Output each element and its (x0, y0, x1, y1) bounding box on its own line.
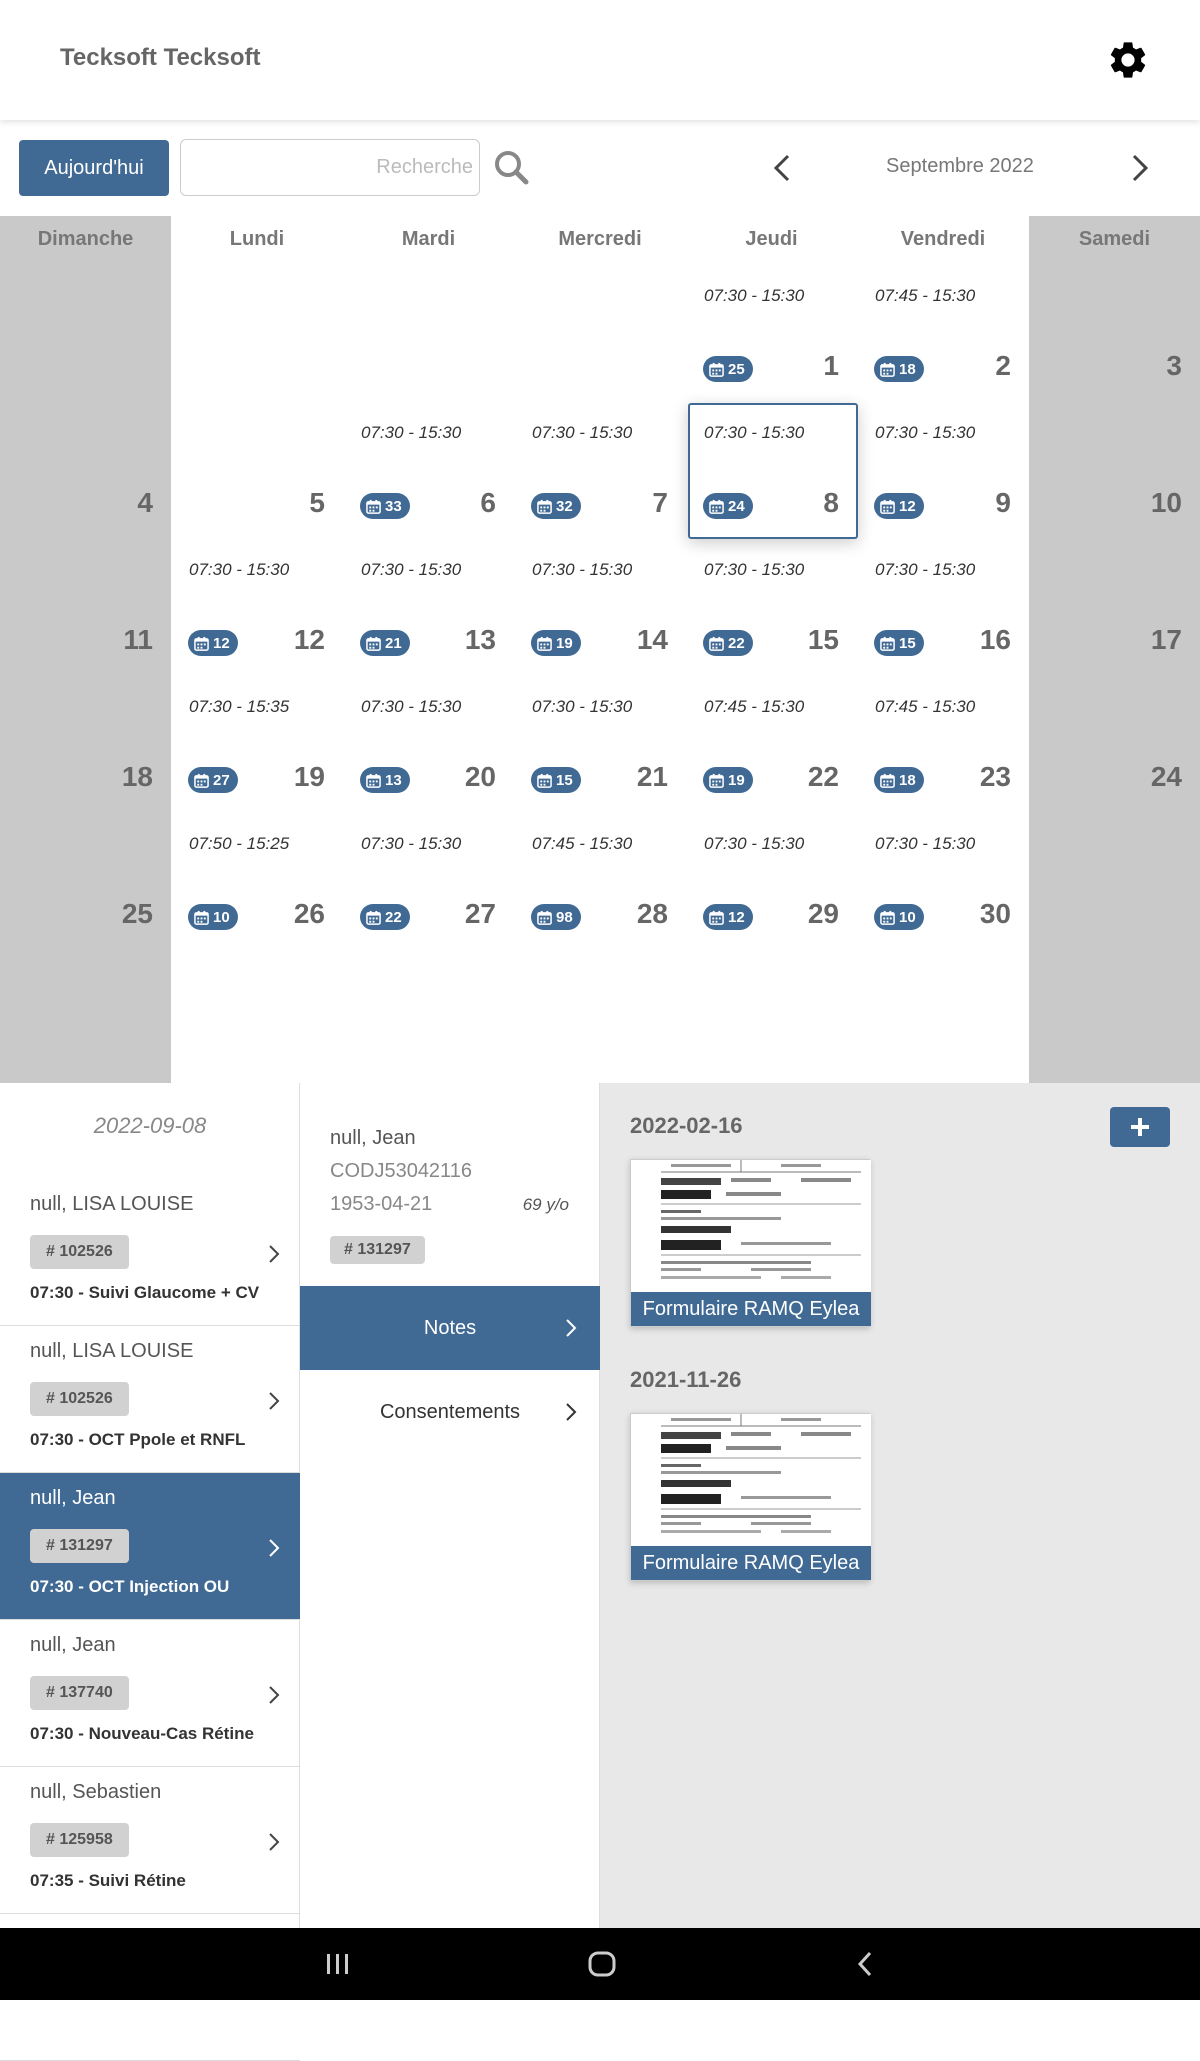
appointment-count-badge[interactable] (531, 493, 581, 519)
appointment-count-badge[interactable] (874, 767, 924, 793)
add-document-button[interactable] (1110, 1107, 1170, 1147)
appointment-count-badge[interactable] (703, 904, 753, 930)
day-number: 25 (121, 898, 153, 929)
patient-list-item[interactable] (0, 1620, 300, 1767)
app-title: Tecksoft Tecksoft (60, 44, 261, 71)
day-hours: 07:30 - 15:30 (875, 423, 976, 442)
patient-name: null, Jean (30, 1634, 116, 1656)
chevron-right-icon (268, 1538, 280, 1558)
day-hours: 07:30 - 15:30 (361, 697, 462, 716)
patient-list-item[interactable] (0, 1767, 300, 1914)
calendar-day-cell[interactable] (343, 691, 514, 827)
patient-dob: 1953-04-21 (330, 1193, 433, 1215)
month-calendar (0, 216, 1200, 1083)
calendar-day-cell (1029, 554, 1200, 690)
day-hours: 07:30 - 15:30 (361, 834, 462, 853)
calendar-day-cell[interactable] (686, 828, 857, 964)
gear-icon[interactable] (1106, 38, 1150, 82)
day-hours: 07:30 - 15:30 (704, 423, 805, 442)
calendar-day-cell[interactable] (343, 554, 514, 690)
appointment-count-badge[interactable] (703, 767, 753, 793)
calendar-icon (709, 499, 724, 514)
calendar-day-cell[interactable] (514, 554, 686, 690)
day-number: 16 (979, 624, 1011, 655)
day-number: 7 (652, 487, 668, 518)
appointment-count-badge[interactable] (703, 356, 753, 382)
appointment-count: 15 (556, 771, 573, 789)
calendar-day-cell[interactable] (857, 554, 1029, 690)
calendar-day-cell[interactable] (857, 828, 1029, 964)
calendar-icon (194, 773, 209, 788)
appointment-count: 12 (899, 497, 916, 515)
system-navbar (0, 1928, 1200, 2000)
calendar-icon (537, 499, 552, 514)
calendar-icon (537, 910, 552, 925)
day-number: 10 (1150, 487, 1182, 518)
calendar-icon (194, 636, 209, 651)
detail-nav-notes[interactable] (300, 1286, 600, 1370)
appointment-count-badge[interactable] (703, 493, 753, 519)
appointment-count: 33 (385, 497, 402, 515)
patient-list (0, 1083, 300, 1928)
calendar-icon (709, 362, 724, 377)
calendar-day-cell (1029, 280, 1200, 416)
calendar-day-cell[interactable] (171, 691, 343, 827)
appointment-label: 07:35 - Suivi Rétine (30, 1871, 186, 1890)
calendar-icon (880, 499, 895, 514)
day-number: 4 (137, 487, 153, 518)
appointment-count-badge[interactable] (703, 630, 753, 656)
day-number: 20 (464, 761, 496, 792)
calendar-day-cell[interactable] (686, 554, 857, 690)
appointment-count: 18 (899, 771, 916, 789)
weekday-header: Dimanche (37, 228, 134, 250)
calendar-icon (537, 773, 552, 788)
weekday-header: Mercredi (558, 228, 642, 250)
day-hours: 07:45 - 15:30 (875, 697, 976, 716)
plus-icon (1130, 1117, 1150, 1137)
calendar-icon (709, 636, 724, 651)
weekday-header: Vendredi (900, 228, 986, 250)
day-number: 12 (293, 624, 325, 655)
weekday-header: Jeudi (745, 228, 798, 250)
day-number: 5 (309, 487, 325, 518)
patient-code: CODJ53042116 (330, 1160, 472, 1182)
calendar-icon (366, 773, 381, 788)
calendar-day-cell (514, 280, 686, 416)
day-number: 9 (995, 487, 1011, 518)
day-number: 1 (823, 350, 839, 381)
chevron-right-icon (565, 1318, 577, 1338)
day-hours: 07:45 - 15:30 (875, 286, 976, 305)
day-number: 3 (1166, 350, 1182, 381)
day-hours: 07:30 - 15:30 (875, 834, 976, 853)
day-number: 6 (480, 487, 496, 518)
day-number: 13 (464, 624, 496, 655)
weekday-header: Lundi (229, 228, 285, 250)
calendar-icon (880, 910, 895, 925)
day-hours: 07:45 - 15:30 (704, 697, 805, 716)
calendar-day-cell (343, 280, 514, 416)
calendar-icon (366, 910, 381, 925)
day-number: 19 (293, 761, 325, 792)
calendar-day-cell (0, 280, 171, 416)
month-label: Septembre 2022 (886, 155, 1034, 177)
appointment-count-badge[interactable] (360, 630, 410, 656)
chevron-right-icon (565, 1402, 577, 1422)
calendar-icon (880, 636, 895, 651)
patient-name: null, Jean (330, 1127, 416, 1149)
day-number: 29 (807, 898, 839, 929)
appointment-count: 12 (728, 908, 745, 926)
patient-age: 69 y/o (522, 1195, 569, 1214)
appointment-count-badge[interactable] (874, 493, 924, 519)
calendar-icon (709, 910, 724, 925)
document-card[interactable] (630, 1159, 870, 1327)
day-hours: 07:45 - 15:30 (532, 834, 633, 853)
appointment-count: 18 (899, 360, 916, 378)
document-card[interactable] (630, 1413, 870, 1581)
patient-name: null, LISA LOUISE (30, 1193, 194, 1215)
calendar-day-cell (0, 691, 171, 827)
appointment-count-badge[interactable] (360, 904, 410, 930)
patient-id-chip: # 131297 (330, 1236, 425, 1264)
appointment-count: 13 (385, 771, 402, 789)
patient-id-chip: # 125958 (30, 1823, 129, 1857)
calendar-day-cell (1029, 828, 1200, 964)
day-hours: 07:30 - 15:30 (532, 560, 633, 579)
appointment-count-badge[interactable] (531, 630, 581, 656)
day-number: 11 (123, 624, 153, 655)
calendar-day-cell (1029, 417, 1200, 553)
document-label: Formulaire RAMQ Eylea (631, 1292, 871, 1326)
document-label: Formulaire RAMQ Eylea (631, 1546, 871, 1580)
calendar-icon (880, 362, 895, 377)
appointment-count-badge[interactable] (874, 630, 924, 656)
appointment-count-badge[interactable] (188, 904, 238, 930)
app-header (0, 0, 1200, 120)
calendar-icon (366, 636, 381, 651)
patient-id-chip: # 137740 (30, 1676, 129, 1710)
calendar-day-cell[interactable] (857, 280, 1029, 416)
appointment-count: 12 (213, 634, 230, 652)
patient-id-chip: # 131297 (30, 1529, 129, 1563)
patient-list-item[interactable] (0, 1179, 300, 1326)
day-number: 28 (636, 898, 668, 929)
document-date: 2021-11-26 (630, 1367, 742, 1392)
appointment-count-badge[interactable] (360, 767, 410, 793)
appointment-count: 19 (728, 771, 745, 789)
calendar-day-cell[interactable] (171, 554, 343, 690)
appointment-count: 24 (728, 497, 745, 515)
calendar-day-cell[interactable] (857, 417, 1029, 553)
chevron-right-icon (268, 1685, 280, 1705)
chevron-right-icon (268, 1832, 280, 1852)
appointment-count: 19 (556, 634, 573, 652)
appointment-count-badge[interactable] (874, 356, 924, 382)
calendar-day-cell[interactable] (514, 691, 686, 827)
day-number: 21 (636, 761, 668, 792)
patient-id-chip: # 102526 (30, 1382, 129, 1416)
chevron-right-icon[interactable] (1128, 152, 1152, 184)
day-hours: 07:30 - 15:30 (189, 560, 290, 579)
calendar-day-cell[interactable] (171, 417, 343, 553)
detail-nav-consents[interactable] (300, 1370, 600, 1454)
calendar-icon (880, 773, 895, 788)
calendar-day-cell (0, 554, 171, 690)
day-number: 22 (807, 761, 839, 792)
back-icon[interactable] (850, 1948, 882, 1980)
day-hours: 07:30 - 15:30 (532, 697, 633, 716)
appointment-count-badge[interactable] (874, 904, 924, 930)
day-hours: 07:30 - 15:30 (532, 423, 633, 442)
chevron-right-icon (268, 1244, 280, 1264)
calendar-day-cell[interactable] (686, 280, 857, 416)
day-hours: 07:30 - 15:30 (361, 423, 462, 442)
calendar-day-cell[interactable] (514, 417, 686, 553)
patient-name: null, Sebastien (30, 1781, 162, 1803)
appointment-count-badge[interactable] (531, 904, 581, 930)
weekday-header: Samedi (1078, 228, 1151, 250)
calendar-day-cell[interactable] (514, 828, 686, 964)
calendar-icon (366, 499, 381, 514)
calendar-day-cell[interactable] (343, 417, 514, 553)
appointment-count: 21 (385, 634, 402, 652)
document-thumbnail (631, 1414, 871, 1548)
documents-panel (600, 1083, 1200, 1928)
appointment-count-badge[interactable] (188, 630, 238, 656)
calendar-day-cell (171, 280, 343, 416)
day-number: 26 (293, 898, 325, 929)
calendar-day-cell[interactable] (686, 417, 857, 553)
calendar-day-cell[interactable] (171, 828, 343, 964)
day-number: 15 (807, 624, 839, 655)
day-number: 23 (979, 761, 1011, 792)
day-hours: 07:30 - 15:35 (189, 697, 290, 716)
appointment-label: 07:30 - Suivi Glaucome + CV (30, 1283, 260, 1302)
calendar-day-cell[interactable] (686, 691, 857, 827)
calendar-icon (194, 910, 209, 925)
day-number: 18 (121, 761, 153, 792)
day-number: 27 (464, 898, 496, 929)
day-number: 17 (1150, 624, 1182, 655)
appointment-count: 32 (556, 497, 573, 515)
home-icon[interactable] (586, 1948, 618, 1980)
search-input[interactable] (180, 139, 480, 196)
day-number: 24 (1150, 761, 1182, 792)
appointment-label: 07:30 - OCT Ppole et RNFL (30, 1430, 246, 1449)
patient-list-item[interactable] (0, 1473, 300, 1620)
day-hours: 07:30 - 15:30 (361, 560, 462, 579)
calendar-day-cell[interactable] (857, 691, 1029, 827)
document-date: 2022-02-16 (630, 1113, 743, 1138)
detail-nav-label: Notes (423, 1316, 477, 1339)
patient-name: null, Jean (30, 1487, 116, 1509)
day-hours: 07:30 - 15:30 (875, 560, 976, 579)
appointment-count: 22 (728, 634, 745, 652)
day-number: 14 (636, 624, 668, 655)
appointment-label: 07:30 - Nouveau-Cas Rétine (30, 1724, 254, 1743)
day-number: 8 (823, 487, 839, 518)
appointment-count: 10 (899, 908, 916, 926)
calendar-day-cell (0, 828, 171, 964)
appointment-count-badge[interactable] (360, 493, 410, 519)
appointment-count: 15 (899, 634, 916, 652)
calendar-day-cell[interactable] (343, 828, 514, 964)
appointment-count: 25 (728, 360, 745, 378)
appointment-count: 22 (385, 908, 402, 926)
day-hours: 07:50 - 15:25 (189, 834, 290, 853)
calendar-icon (709, 773, 724, 788)
today-button[interactable]: Aujourd'hui (19, 140, 169, 196)
patient-detail (300, 1083, 600, 1928)
appointment-count: 27 (213, 771, 230, 789)
appointment-count: 10 (213, 908, 230, 926)
calendar-day-cell (1029, 691, 1200, 827)
appointment-count: 98 (556, 908, 573, 926)
appointment-count-badge[interactable] (188, 767, 238, 793)
detail-nav-label: Consentements (379, 1400, 521, 1423)
appointment-count-badge[interactable] (531, 767, 581, 793)
day-hours: 07:30 - 15:30 (704, 834, 805, 853)
chevron-left-icon[interactable] (770, 152, 794, 184)
document-thumbnail (631, 1160, 871, 1294)
appointment-label: 07:30 - OCT Injection OU (30, 1577, 230, 1596)
search-icon[interactable] (493, 148, 529, 188)
patient-id-chip: # 102526 (30, 1235, 129, 1269)
patient-name: null, LISA LOUISE (30, 1340, 194, 1362)
chevron-right-icon (268, 1391, 280, 1411)
calendar-icon (537, 636, 552, 651)
patient-list-item[interactable] (0, 1326, 300, 1473)
weekday-header: Mardi (401, 228, 456, 250)
day-hours: 07:30 - 15:30 (704, 286, 805, 305)
list-date: 2022-09-08 (93, 1113, 207, 1138)
calendar-day-cell (0, 417, 171, 553)
recent-apps-icon[interactable] (322, 1948, 354, 1980)
day-hours: 07:30 - 15:30 (704, 560, 805, 579)
day-number: 2 (995, 350, 1011, 381)
day-number: 30 (979, 898, 1011, 929)
